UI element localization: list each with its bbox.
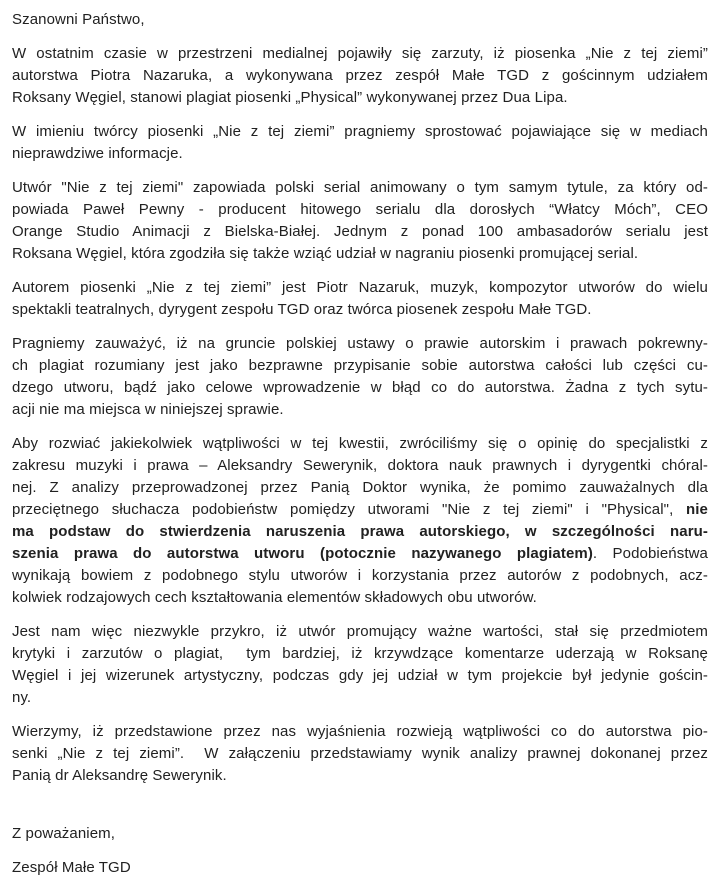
text-line bbox=[12, 765, 708, 787]
text-line bbox=[12, 9, 708, 31]
text-line bbox=[12, 621, 708, 643]
text-line bbox=[12, 43, 708, 65]
text-line bbox=[12, 587, 708, 609]
text-run: przeciętnego słuchacza podobieństw pomiędzy utworami "Nie z tej ziemi" i "Physical", bbox=[12, 501, 687, 518]
text-run: senki „Nie z tej ziemi”. W załączeniu przedstawiamy wynik analizy prawnej dokonanej przez bbox=[12, 745, 708, 762]
text-line bbox=[12, 177, 708, 199]
text-run: Wierzymy, iż przedstawione przez nas wyjaśnienia rozwieją wątpliwości co do autorstwa pio- bbox=[12, 723, 708, 740]
text-line bbox=[12, 743, 708, 765]
text-run: powiada Paweł Pewny - producent hitowego serialu dla dorosłych “Włatcy Móch”, CEO bbox=[12, 201, 708, 218]
text-line bbox=[12, 243, 708, 265]
paragraph-closing bbox=[12, 823, 708, 845]
text-line bbox=[12, 433, 708, 455]
text-line bbox=[12, 377, 708, 399]
text-run: Utwór "Nie z tej ziemi" zapowiada polski serial animowany o tym samym tytule, za który od- bbox=[12, 179, 708, 196]
text-run-bold: nie bbox=[686, 501, 708, 518]
paragraph-conclusion bbox=[12, 721, 708, 787]
text-run: Pragniemy zauważyć, iż na gruncie polskiej ustawy o prawie autorskim i prawach pokrewny- bbox=[12, 335, 708, 352]
text-line bbox=[12, 665, 708, 687]
text-run: ny. bbox=[12, 689, 32, 706]
paragraph-author-info bbox=[12, 277, 708, 321]
text-line bbox=[12, 543, 708, 565]
text-run: Panią dr Aleksandrę Sewerynik. bbox=[12, 767, 227, 784]
text-run: . Podobieństwa bbox=[592, 545, 708, 562]
text-line bbox=[12, 455, 708, 477]
text-run: Roksana Węgiel, która zgodziła się także wziąć udział w nagraniu piosenki promującej serial. bbox=[12, 245, 639, 262]
text-line bbox=[12, 857, 708, 879]
text-line bbox=[12, 499, 708, 521]
text-line bbox=[12, 65, 708, 87]
text-run: zakresu muzyki i prawa – Aleksandry Sewerynik, doktora nauk prawnych i dyrygentki chóral- bbox=[12, 457, 708, 474]
text-run: spektakli teatralnych, dyrygent zespołu TGD oraz twórca piosenek zespołu Małe TGD. bbox=[12, 301, 592, 318]
text-line bbox=[12, 277, 708, 299]
paragraph-plagiarism-definition bbox=[12, 333, 708, 421]
text-line bbox=[12, 565, 708, 587]
text-run: nieprawdziwe informacje. bbox=[12, 145, 183, 162]
paragraph-signature bbox=[12, 857, 708, 879]
text-run: Orange Studio Animacji z Bielska-Białej. Jednym z ponad 100 ambasadorów serialu jest bbox=[12, 223, 708, 240]
text-run-bold: szenia prawa do autorstwa utworu (potocznie nazywanego plagiatem) bbox=[12, 545, 593, 562]
paragraph-regret bbox=[12, 621, 708, 709]
paragraph-clarification-purpose bbox=[12, 121, 708, 165]
text-line bbox=[12, 477, 708, 499]
text-run: W imieniu twórcy piosenki „Nie z tej ziemi” pragniemy sprostować pojawiające się w mediach bbox=[12, 123, 708, 140]
text-line bbox=[12, 687, 708, 709]
text-run: autorstwa Piotra Nazaruka, a wykonywana przez zespół Małe TGD z gościnnym udziałem bbox=[12, 67, 708, 84]
text-line bbox=[12, 221, 708, 243]
text-line bbox=[12, 199, 708, 221]
text-run: acji nie ma miejsca w niniejszej sprawie. bbox=[12, 401, 284, 418]
paragraph-song-background bbox=[12, 177, 708, 265]
text-line bbox=[12, 721, 708, 743]
text-line bbox=[12, 143, 708, 165]
text-line bbox=[12, 87, 708, 109]
text-run: Autorem piosenki „Nie z tej ziemi” jest Piotr Nazaruk, muzyk, kompozytor utworów do wielu bbox=[12, 279, 708, 296]
text-line bbox=[12, 299, 708, 321]
text-line bbox=[12, 355, 708, 377]
text-run: Z poważaniem, bbox=[12, 825, 116, 842]
text-run: kolwiek rodzajowych cech kształtowania elementów składowych obu utworów. bbox=[12, 589, 537, 606]
text-run: Węgiel i jej wizerunek artystyczny, podczas gdy jej udział w tym projekcie był jedynie gościn- bbox=[12, 667, 708, 684]
text-run: Szanowni Państwo, bbox=[12, 11, 145, 28]
text-run: Zespół Małe TGD bbox=[12, 859, 131, 876]
letter-body bbox=[12, 9, 708, 879]
text-run: wynikają bowiem z podobnego stylu utworów i korzystania przez autorów z podobnych, acz- bbox=[12, 567, 708, 584]
text-line bbox=[12, 121, 708, 143]
text-run: Aby rozwiać jakiekolwiek wątpliwości w tej kwestii, zwróciliśmy się o opinię do specjalistki z bbox=[12, 435, 708, 452]
text-line bbox=[12, 399, 708, 421]
text-run: W ostatnim czasie w przestrzeni medialnej pojawiły się zarzuty, iż piosenka „Nie z tej ziemi” bbox=[12, 45, 708, 62]
text-line bbox=[12, 823, 708, 845]
text-run-bold: ma podstaw do stwierdzenia naruszenia prawa autorskiego, w szczególności naru- bbox=[12, 523, 708, 540]
text-run: dzego utworu, bądź jako celowe wprowadzenie w błąd co do autorstwa. Żadna z tych sytu- bbox=[12, 379, 708, 396]
text-run: nej. Z analizy przeprowadzonej przez Panią Doktor wynika, że pomimo zauważalnych dla bbox=[12, 479, 708, 496]
text-run: Roksany Węgiel, stanowi plagiat piosenki „Physical” wykonywanej przez Dua Lipa. bbox=[12, 89, 568, 106]
text-run: Jest nam więc niezwykle przykro, iż utwór promujący ważne wartości, stał się przedmiotem bbox=[12, 623, 708, 640]
text-line bbox=[12, 643, 708, 665]
text-line bbox=[12, 333, 708, 355]
paragraph-salutation bbox=[12, 9, 708, 31]
text-line bbox=[12, 521, 708, 543]
paragraph-intro-allegation bbox=[12, 43, 708, 109]
text-run: krytyki i zarzutów o plagiat, tym bardziej, iż krzywdzące komentarze uderzają w Roksanę bbox=[12, 645, 708, 662]
text-run: ch plagiat rozumiany jest jako bezprawne przypisanie sobie autorstwa całości lub części cu- bbox=[12, 357, 708, 374]
paragraph-expert-opinion bbox=[12, 433, 708, 609]
